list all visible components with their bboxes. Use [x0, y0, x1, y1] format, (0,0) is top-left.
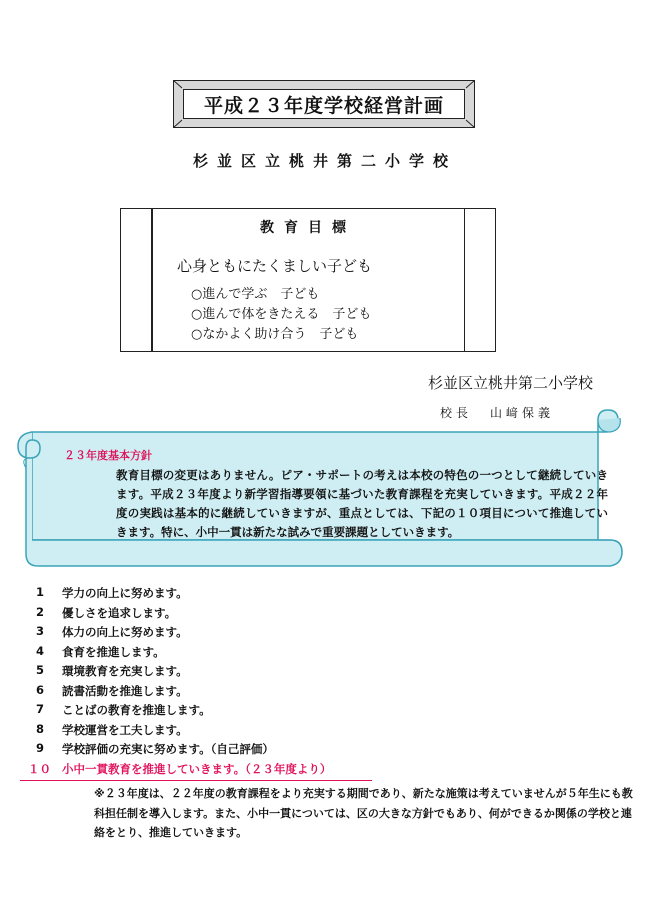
- list-item: 1 学力の向上に努めます。: [36, 585, 188, 600]
- principal-role: 校長: [440, 406, 473, 420]
- goals-title: 教育目標: [260, 220, 356, 236]
- highlight-underline: [20, 780, 372, 781]
- education-goals-box: [120, 208, 496, 352]
- policy-text: 教育目標の変更はありません。ピア・サポートの考えは本校の特色の一つとして継続していきます。平成２３年度より新学習指導要領に基づいた教育課程を充実していきます。平成２２年度の実践は基本的に継続していきますが、重点としては、下記の１０項目について推進していきます。特に、小中一貫は新たな試みで重要課題としていきます。: [116, 468, 608, 539]
- list-item: 5 環境教育を充実します。: [36, 663, 188, 678]
- principal-name: 山﨑保義: [490, 406, 555, 420]
- list-item: 6 読書活動を推進します。: [36, 682, 188, 698]
- school-heading: 杉並区立桃井第二小学校: [192, 152, 457, 170]
- list-item: 8 学校運営を工夫します。: [36, 721, 188, 737]
- list-item-highlighted: １０ 小中一貫教育を推進していきます。（２３年度より）: [28, 761, 332, 776]
- goal-item: ○なかよく助け合う 子ども: [191, 327, 359, 342]
- goals-main: 心身ともにたくましい子ども: [177, 257, 373, 275]
- goal-item: ○進んで体をきたえる 子ども: [191, 307, 372, 322]
- list-item: 4 食育を推進します。: [36, 643, 165, 659]
- policy-heading: ２３年度基本方針: [64, 449, 152, 462]
- signature-school: 杉並区立桃井第二小学校: [428, 374, 594, 392]
- list-item: 7 ことばの教育を推進します。: [36, 702, 211, 717]
- list-item: 9 学校評価の充実に努めます。（自己評価）: [36, 741, 274, 756]
- list-item: 3 体力の向上に努めます。: [36, 624, 188, 639]
- page-title: 平成２３年度学校経営計画: [183, 89, 465, 119]
- title-bevel-lines: [173, 80, 475, 128]
- priority-list: [28, 585, 332, 780]
- goal-item: ○進んで学ぶ 子ども: [191, 287, 320, 302]
- note-text: ※２３年度は、２２年度の教育課程をより充実する期間であり、新たな施策は考えていませんが５年生にも教科担任制を導入します。また、小中一貫については、区の大きな方針でもあり、何ができるか関係の学校と連絡をとり、推進していきます。: [94, 787, 633, 839]
- list-item: 2 優しさを追求します。: [36, 604, 177, 620]
